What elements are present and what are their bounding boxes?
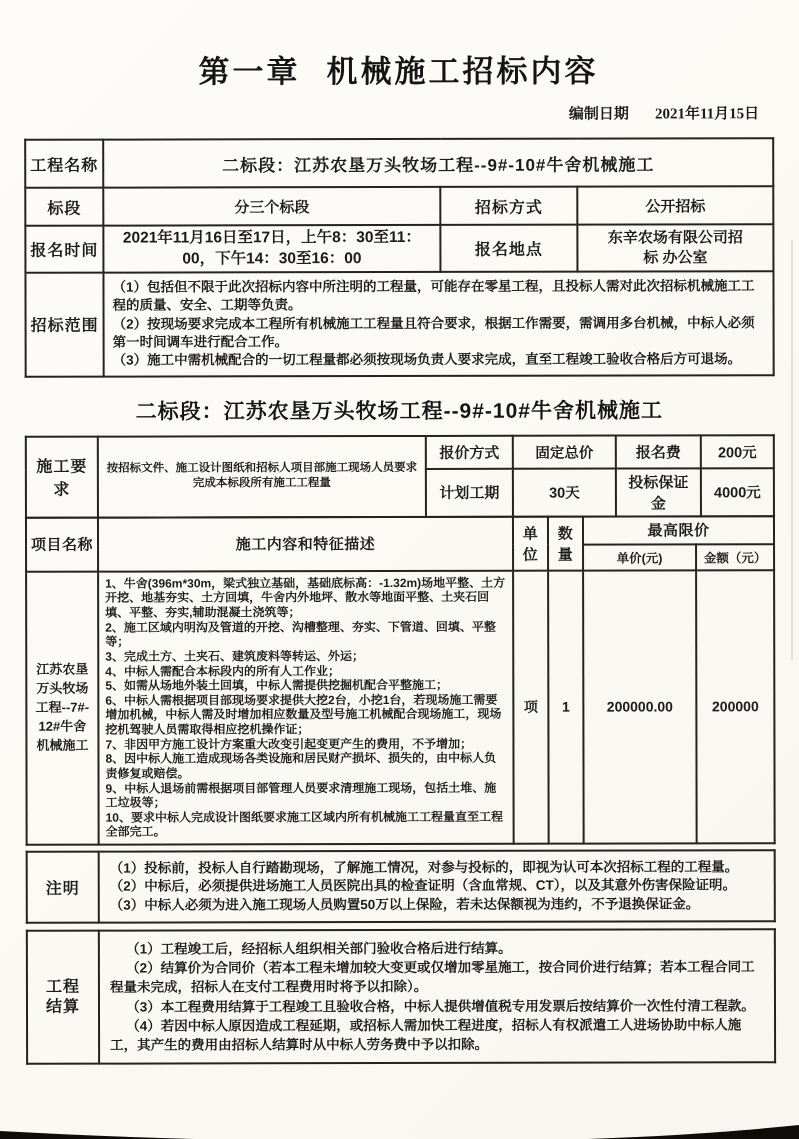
desc-item: 3、完成土方、土夹石、建筑废料等转运、外运； bbox=[105, 648, 364, 664]
desc-item: 1、牛舍(396m*30m，梁式独立基础，基础底标高：-1.32m)场地平整、土方开挖、地基夯实、土方回填，牛舍内外地坪、散水等地面平整、土夹石回填、平整、夯实,辅助混凝土浇筑等； bbox=[105, 575, 506, 620]
table-row bbox=[27, 850, 775, 923]
table-row bbox=[25, 224, 773, 273]
table-row bbox=[26, 435, 774, 470]
settlement-body bbox=[99, 929, 775, 1063]
settlement-item: （4）若因中标人原因造成工程延期，或招标人需加快工程进度，招标人有权派遣工人进场协助中标人施工，其产生的费用由招标人结算时从中标人劳务费中予以扣除。 bbox=[110, 1017, 742, 1053]
project-name-label: 工程名称 bbox=[25, 140, 103, 188]
desc-item: 7、非因甲方施工设计方案重大改变引起变更产生的费用，不予增加； bbox=[105, 736, 473, 752]
work-item-name: 江苏农垦万头牧场工程--7#-12#牛舍机械施工 bbox=[26, 571, 99, 844]
construction-req-label: 施工要求 bbox=[26, 436, 98, 517]
table-row bbox=[25, 271, 773, 376]
signup-time-label: 报名时间 bbox=[25, 226, 103, 273]
settlement-label bbox=[27, 931, 99, 1064]
col-quantity: 数量 bbox=[548, 516, 583, 570]
section-value: 分三个标段 bbox=[103, 187, 440, 226]
notes-body bbox=[99, 850, 775, 922]
project-name-value: 二标段：江苏农垦万头牧场工程--9#-10#牛舍机械施工 bbox=[103, 138, 773, 187]
note-item: （2）中标后，必须提供进场施工人员医院出具的检查证明（含血常规、CT），以及其意外伤害保险证明。 bbox=[109, 877, 737, 895]
section2-title: 二标段：江苏农垦万头牧场工程--9#-10#牛舍机械施工 bbox=[135, 399, 663, 424]
scan-streak-artifact bbox=[791, 240, 793, 660]
signup-place-value: 东辛农场有限公司招标 办公室 bbox=[577, 224, 773, 271]
bid-scope-body bbox=[103, 271, 773, 376]
bid-method-label: 招标方式 bbox=[440, 187, 577, 225]
requirements-table bbox=[25, 434, 775, 519]
scope-item: （1）包括但不限于此次招标内容中所注明的工程量，可能存在零星工程，且投标人需对此次招标机械施工工程的质量、安全、工期等负责。 bbox=[112, 278, 755, 313]
compile-date-label: 编制日期 bbox=[568, 106, 629, 123]
col-max-price: 最高限价 bbox=[583, 516, 774, 544]
desc-item: 2、施工区域内明沟及管道的开挖、沟槽整理、夯实、下管道、回填、平整等； bbox=[105, 619, 496, 649]
table-row bbox=[25, 186, 773, 226]
planned-duration-label: 计划工期 bbox=[426, 469, 513, 517]
desc-item: 9、中标人退场前需根据项目部管理人员要求清理施工现场，包括土堆、施工垃圾等； bbox=[105, 780, 497, 810]
desc-item: 4、中标人需配合本标段内的所有人工作业； bbox=[105, 663, 340, 679]
project-overview-table bbox=[24, 137, 775, 377]
desc-item: 10、要求中标人完成设计图纸要求施工区域内所有机械施工工程量直至工程全部完工。 bbox=[105, 809, 503, 840]
chapter-number: 第一章 bbox=[198, 54, 301, 90]
settlement-item: （1）工程竣工后，经招标人组织相关部门验收合格后进行结算。 bbox=[126, 940, 512, 957]
work-items-table bbox=[25, 515, 776, 846]
bid-deposit-label: 投标保证金 bbox=[616, 468, 701, 516]
note-item: （1）投标前，投标人自行踏勘现场，了解施工情况，对参与投标的，即视为认可本次招标工程的工程量。 bbox=[109, 859, 739, 876]
notes-table bbox=[26, 849, 776, 924]
quote-method-value: 固定总价 bbox=[513, 435, 616, 468]
col-description: 施工内容和特征描述 bbox=[98, 517, 513, 572]
col-unit: 单位 bbox=[513, 516, 548, 570]
settlement-table bbox=[26, 928, 776, 1065]
scope-item: （2）按现场要求完成本工程所有机械施工工程量且符合要求，根据工作需要，需调用多台机械，中标人必须第一时间调车进行配合工作。 bbox=[112, 314, 755, 350]
signup-place-label: 报名地点 bbox=[440, 225, 577, 272]
bid-scope-label: 招标范围 bbox=[25, 273, 103, 377]
scan-bottom-edge-artifact bbox=[0, 1121, 799, 1139]
desc-item: 5、如需从场地外装土回填，中标人需提供挖掘机配合平整施工； bbox=[105, 678, 449, 693]
col-item-name: 项目名称 bbox=[26, 517, 98, 571]
table-header-row bbox=[26, 516, 774, 546]
table-row bbox=[25, 138, 773, 188]
note-item: （3）中标人必须为进入施工现场人员购置50万以上保险，若未达保额视为违约，不予退换保证金。 bbox=[109, 896, 700, 913]
table-row bbox=[26, 570, 775, 845]
compile-date-value: 2021年11月15日 bbox=[654, 106, 760, 123]
scope-item: （3）施工中需机械配合的一切工程量都必须按现场负责人要求完成，直至工程竣工验收合格后方可退场。 bbox=[112, 351, 742, 369]
quote-method-label: 报价方式 bbox=[426, 436, 513, 469]
work-item-unit-price: 200000.00 bbox=[583, 570, 697, 843]
settlement-label-text: 工程结算 bbox=[45, 978, 81, 1016]
planned-duration-value: 30天 bbox=[513, 468, 616, 516]
desc-item: 8、因中标人施工造成现场各类设施和居民财产损坏、损失的，由中标人负责修复或赔偿。 bbox=[105, 751, 497, 781]
chapter-title-text: 机械施工招标内容 bbox=[326, 53, 599, 90]
bid-method-value: 公开招标 bbox=[577, 186, 773, 224]
table-row bbox=[27, 929, 775, 1064]
bid-deposit-value: 4000元 bbox=[701, 468, 774, 516]
section-label: 标段 bbox=[25, 188, 103, 226]
notes-label: 注明 bbox=[27, 852, 99, 923]
work-item-amount: 200000 bbox=[696, 570, 775, 843]
construction-req-value: 按招标文件、施工设计图纸和招标人项目部施工现场人员要求完成本标段所有施工工程量 bbox=[98, 436, 426, 518]
signup-fee-value: 200元 bbox=[701, 435, 774, 468]
work-item-description bbox=[98, 571, 514, 845]
work-item-unit: 项 bbox=[513, 570, 549, 843]
col-unit-price: 单价(元) bbox=[583, 544, 696, 570]
signup-time-value: 2021年11月16日至17日，上午8：30至11：00，下午14：30至16：00 bbox=[103, 225, 440, 273]
settlement-item: （2）结算价为合同价（若本工程未增加较大变更或仅增加零星施工，按合同价进行结算；若本工程合同工程量未完成，招标人在支付工程费用时将予以扣除）。 bbox=[109, 959, 755, 996]
signup-fee-label: 报名费 bbox=[616, 435, 701, 468]
col-amount: 金额（元） bbox=[696, 544, 774, 570]
settlement-item: （3）本工程费用结算于工程竣工且验收合格，中标人提供增值税专用发票后按结算价一次性付清工程款。 bbox=[126, 997, 755, 1015]
desc-item: 6、中标人需根据项目部现场要求提供大挖2台，小挖1台，若现场施工需要增加机械，中标人需及时增加相应数量及型号施工机械配合现场施工，现场挖机驾驶人员需取得相应挖机操作证； bbox=[105, 692, 502, 737]
compile-date-line bbox=[0, 102, 759, 125]
work-item-quantity: 1 bbox=[548, 570, 584, 843]
page-title bbox=[0, 45, 798, 92]
